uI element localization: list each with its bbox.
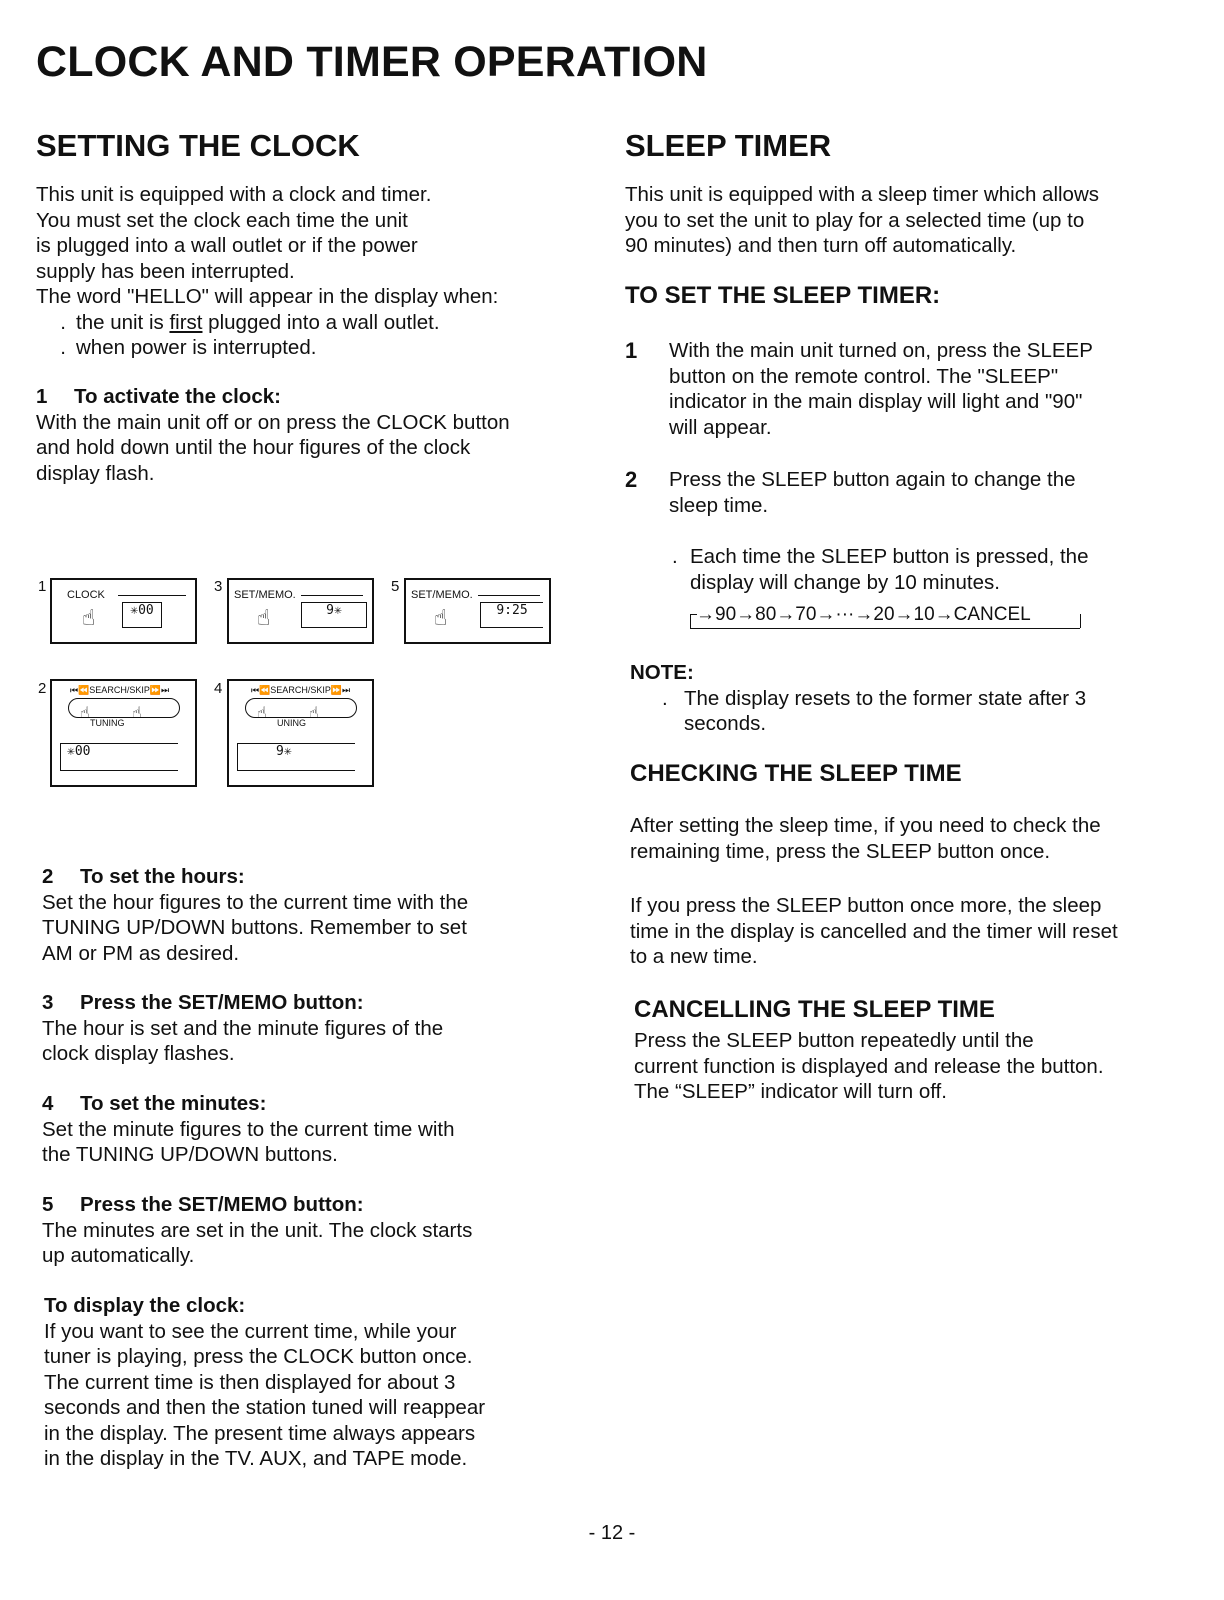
- step-title: Press the SET/MEMO button:: [80, 991, 364, 1014]
- step-body: [669, 467, 1076, 518]
- diagram-label: ⏮⏪SEARCH/SKIP⏩⏭: [70, 685, 170, 695]
- step-3-set-memo: [42, 990, 582, 1067]
- bullet-power-interrupted: [36, 335, 576, 361]
- pointing-hand-icon: ☝: [80, 705, 90, 722]
- bullet-line: display will change by 10 minutes.: [690, 570, 1000, 594]
- cancel-line: current function is displayed and release the button.: [634, 1054, 1104, 1078]
- bullet-mark: .: [672, 545, 678, 568]
- bullet-mark: .: [662, 686, 668, 710]
- step-number: 5: [42, 1193, 54, 1216]
- cancel-line: The “SLEEP” indicator will turn off.: [634, 1080, 947, 1103]
- lcd-text: 9: [276, 744, 284, 759]
- bullet-mark: .: [60, 310, 66, 334]
- set-sleep-timer-heading: TO SET THE SLEEP TIMER:: [625, 282, 941, 309]
- step-4-set-minutes: [42, 1091, 582, 1168]
- bullet-first-plugged: [36, 310, 576, 336]
- sleep-step-2-bullet: [672, 544, 1172, 595]
- check-line: time in the display is cancelled and the timer will reset: [630, 919, 1118, 943]
- lcd-display: [60, 743, 178, 771]
- pointing-hand-icon: ☝: [82, 605, 96, 630]
- display-line: in the display in the TV. AUX, and TAPE mode.: [44, 1447, 468, 1470]
- step-line: will appear.: [669, 415, 772, 439]
- diagram-number: 4: [214, 680, 223, 697]
- divider: [118, 595, 186, 596]
- bullet-body: [690, 544, 1088, 595]
- diagram-setmemo-button: [227, 578, 374, 644]
- intro-line: is plugged into a wall outlet or if the power: [36, 234, 418, 257]
- step-line: sleep time.: [669, 493, 769, 517]
- note-line: The display resets to the former state after 3: [684, 686, 1087, 710]
- step-row: [625, 467, 1185, 518]
- lcd-display: [301, 602, 367, 628]
- step-line: indicator in the main display will light and "90": [669, 390, 1083, 413]
- loop-arrow-end: [1074, 614, 1081, 628]
- cancelling-sleep-time-heading: CANCELLING THE SLEEP TIME: [634, 996, 995, 1023]
- flash-icon: ✳: [283, 744, 292, 759]
- note-row: [630, 686, 1170, 737]
- step-line: With the main unit off or on press the CLOCK button: [36, 410, 510, 434]
- lcd-display: [237, 743, 355, 771]
- checking-paragraph-1: [630, 813, 1190, 864]
- step-line: The minutes are set in the unit. The clock starts: [42, 1218, 473, 1242]
- intro-line: You must set the clock each time the unit: [36, 208, 408, 232]
- diagram-tuning-minutes: [227, 679, 374, 787]
- diagram-label: SET/MEMO.: [411, 589, 473, 601]
- diagram-label: ⏮⏪SEARCH/SKIP⏩⏭: [251, 685, 351, 695]
- display-clock-heading: To display the clock:: [44, 1294, 246, 1317]
- lcd-text: 00: [138, 603, 154, 618]
- diagram-number: 2: [38, 680, 47, 697]
- bullet-text-post: plugged into a wall outlet.: [202, 310, 440, 334]
- note-body: [684, 686, 1086, 737]
- intro-line: This unit is equipped with a clock and timer.: [36, 183, 432, 206]
- step-line: clock display flashes.: [42, 1042, 235, 1065]
- step-number: 1: [625, 338, 638, 363]
- step-line: The hour is set and the minute figures of the: [42, 1016, 444, 1040]
- check-line: remaining time, press the SLEEP button once.: [630, 839, 1051, 863]
- bullet-text: [76, 310, 440, 336]
- step-row: [625, 338, 1185, 440]
- intro-line: The word "HELLO" will appear in the display when:: [36, 285, 499, 308]
- step-line: and hold down until the hour figures of the clock: [36, 436, 471, 459]
- lcd-text: 9:25: [496, 603, 528, 618]
- step-heading: [36, 384, 576, 410]
- step-heading: [42, 1091, 582, 1117]
- step-title: To set the hours:: [80, 865, 245, 888]
- display-line: The current time is then displayed for about 3: [44, 1370, 456, 1394]
- bullet-text-underlined: first: [169, 310, 203, 334]
- display-clock-section: [44, 1293, 584, 1472]
- diagram-tuning-hours: [50, 679, 197, 787]
- divider: [301, 595, 363, 596]
- bullet-mark: .: [60, 336, 66, 359]
- lcd-display: [122, 602, 162, 628]
- flash-icon: ✳: [130, 603, 139, 618]
- sleep-note: [630, 660, 1170, 737]
- flash-icon: ✳: [67, 744, 75, 759]
- step-line: Press the SLEEP button again to change the: [669, 468, 1076, 491]
- lcd-text: 00: [74, 744, 91, 759]
- checking-paragraph-2: [630, 893, 1190, 970]
- diagram-label: SET/MEMO.: [234, 589, 296, 601]
- intro-line: This unit is equipped with a sleep timer which allows: [625, 183, 1100, 206]
- step-number: 3: [42, 991, 54, 1014]
- step-number: 1: [36, 385, 48, 408]
- step-number: 4: [42, 1092, 54, 1115]
- display-line: in the display. The present time always appears: [44, 1421, 476, 1445]
- diagram-number: 3: [214, 578, 223, 595]
- diagram-clock-button: [50, 578, 197, 644]
- step-title: Press the SET/MEMO button:: [80, 1193, 364, 1216]
- pointing-hand-icon: ☝: [434, 605, 448, 630]
- step-1-activate-clock: [36, 384, 576, 486]
- check-line: to a new time.: [630, 945, 758, 968]
- pointing-hand-icon: ☝: [132, 705, 142, 722]
- diagram-tuning-label: UNING: [277, 718, 306, 728]
- step-number: 2: [625, 467, 638, 492]
- step-title: To activate the clock:: [74, 385, 281, 408]
- step-line: Set the minute figures to the current time with: [42, 1117, 455, 1141]
- loop-arrow-bottom: [690, 628, 1080, 629]
- step-line: button on the remote control. The "SLEEP": [669, 364, 1059, 388]
- pointing-hand-icon: ☝: [309, 705, 319, 722]
- step-body: [669, 338, 1093, 440]
- display-line: seconds and then the station tuned will reappear: [44, 1396, 486, 1419]
- step-title: To set the minutes:: [80, 1092, 267, 1115]
- sleep-time-sequence: [690, 604, 1088, 630]
- check-line: After setting the sleep time, if you need to check the: [630, 814, 1101, 837]
- page-number: - 12 -: [588, 1522, 636, 1544]
- step-5-set-memo-final: [42, 1192, 582, 1269]
- lcd-text: 9: [326, 603, 334, 618]
- sleep-step-2: [625, 467, 1185, 518]
- diagram-setmemo-final: [404, 578, 551, 644]
- display-line: If you want to see the current time, while your: [44, 1319, 457, 1343]
- section-heading-setting-clock: SETTING THE CLOCK: [36, 128, 360, 163]
- pointing-hand-icon: ☝: [257, 605, 271, 630]
- section-heading-sleep-timer: SLEEP TIMER: [625, 128, 832, 163]
- note-line: seconds.: [684, 712, 767, 735]
- cancelling-paragraph: [634, 1028, 1194, 1105]
- pointing-hand-icon: ☝: [257, 705, 267, 722]
- lcd-display: [480, 602, 543, 628]
- step-number: 2: [42, 865, 54, 888]
- flash-icon: ✳: [334, 603, 342, 618]
- bullet-text: when power is interrupted.: [76, 336, 317, 359]
- intro-line: supply has been interrupted.: [36, 259, 295, 283]
- diagram-number: 5: [391, 578, 400, 595]
- step-line: Set the hour figures to the current time with the: [42, 890, 469, 914]
- diagram-number: 1: [38, 578, 47, 595]
- step-heading: [42, 1192, 582, 1218]
- bullet-line: Each time the SLEEP button is pressed, the: [690, 545, 1089, 568]
- step-line: display flash.: [36, 461, 155, 485]
- bullet-text-pre: the unit is: [76, 310, 170, 334]
- divider: [478, 595, 540, 596]
- step-line: the TUNING UP/DOWN buttons.: [42, 1143, 338, 1166]
- display-line: tuner is playing, press the CLOCK button once.: [44, 1345, 473, 1368]
- cancel-line: Press the SLEEP button repeatedly until the: [634, 1029, 1034, 1052]
- step-heading: [42, 864, 582, 890]
- step-line: AM or PM as desired.: [42, 941, 240, 965]
- bullet-row: [672, 544, 1172, 595]
- sleep-step-1: [625, 338, 1185, 440]
- check-line: If you press the SLEEP button once more, the sleep: [630, 894, 1102, 917]
- step-line: TUNING UP/DOWN buttons. Remember to set: [42, 916, 467, 939]
- step-heading: [42, 990, 582, 1016]
- clock-intro: [36, 182, 576, 361]
- loop-arrow-start: [690, 614, 697, 629]
- step-2-set-hours: [42, 864, 582, 966]
- intro-line: 90 minutes) and then turn off automatically.: [625, 234, 1017, 257]
- note-label: NOTE:: [630, 661, 694, 684]
- sequence-text: →90→80→70→···→20→10→CANCEL: [696, 604, 1031, 625]
- sleep-intro: [625, 182, 1185, 259]
- diagram-label: CLOCK: [67, 589, 105, 601]
- page-title: CLOCK AND TIMER OPERATION: [36, 38, 708, 86]
- intro-line: you to set the unit to play for a selected time (up to: [625, 208, 1085, 232]
- checking-sleep-time-heading: CHECKING THE SLEEP TIME: [630, 760, 962, 787]
- diagram-tuning-label: TUNING: [90, 718, 125, 728]
- step-line: up automatically.: [42, 1244, 195, 1267]
- step-line: With the main unit turned on, press the SLEEP: [669, 339, 1093, 362]
